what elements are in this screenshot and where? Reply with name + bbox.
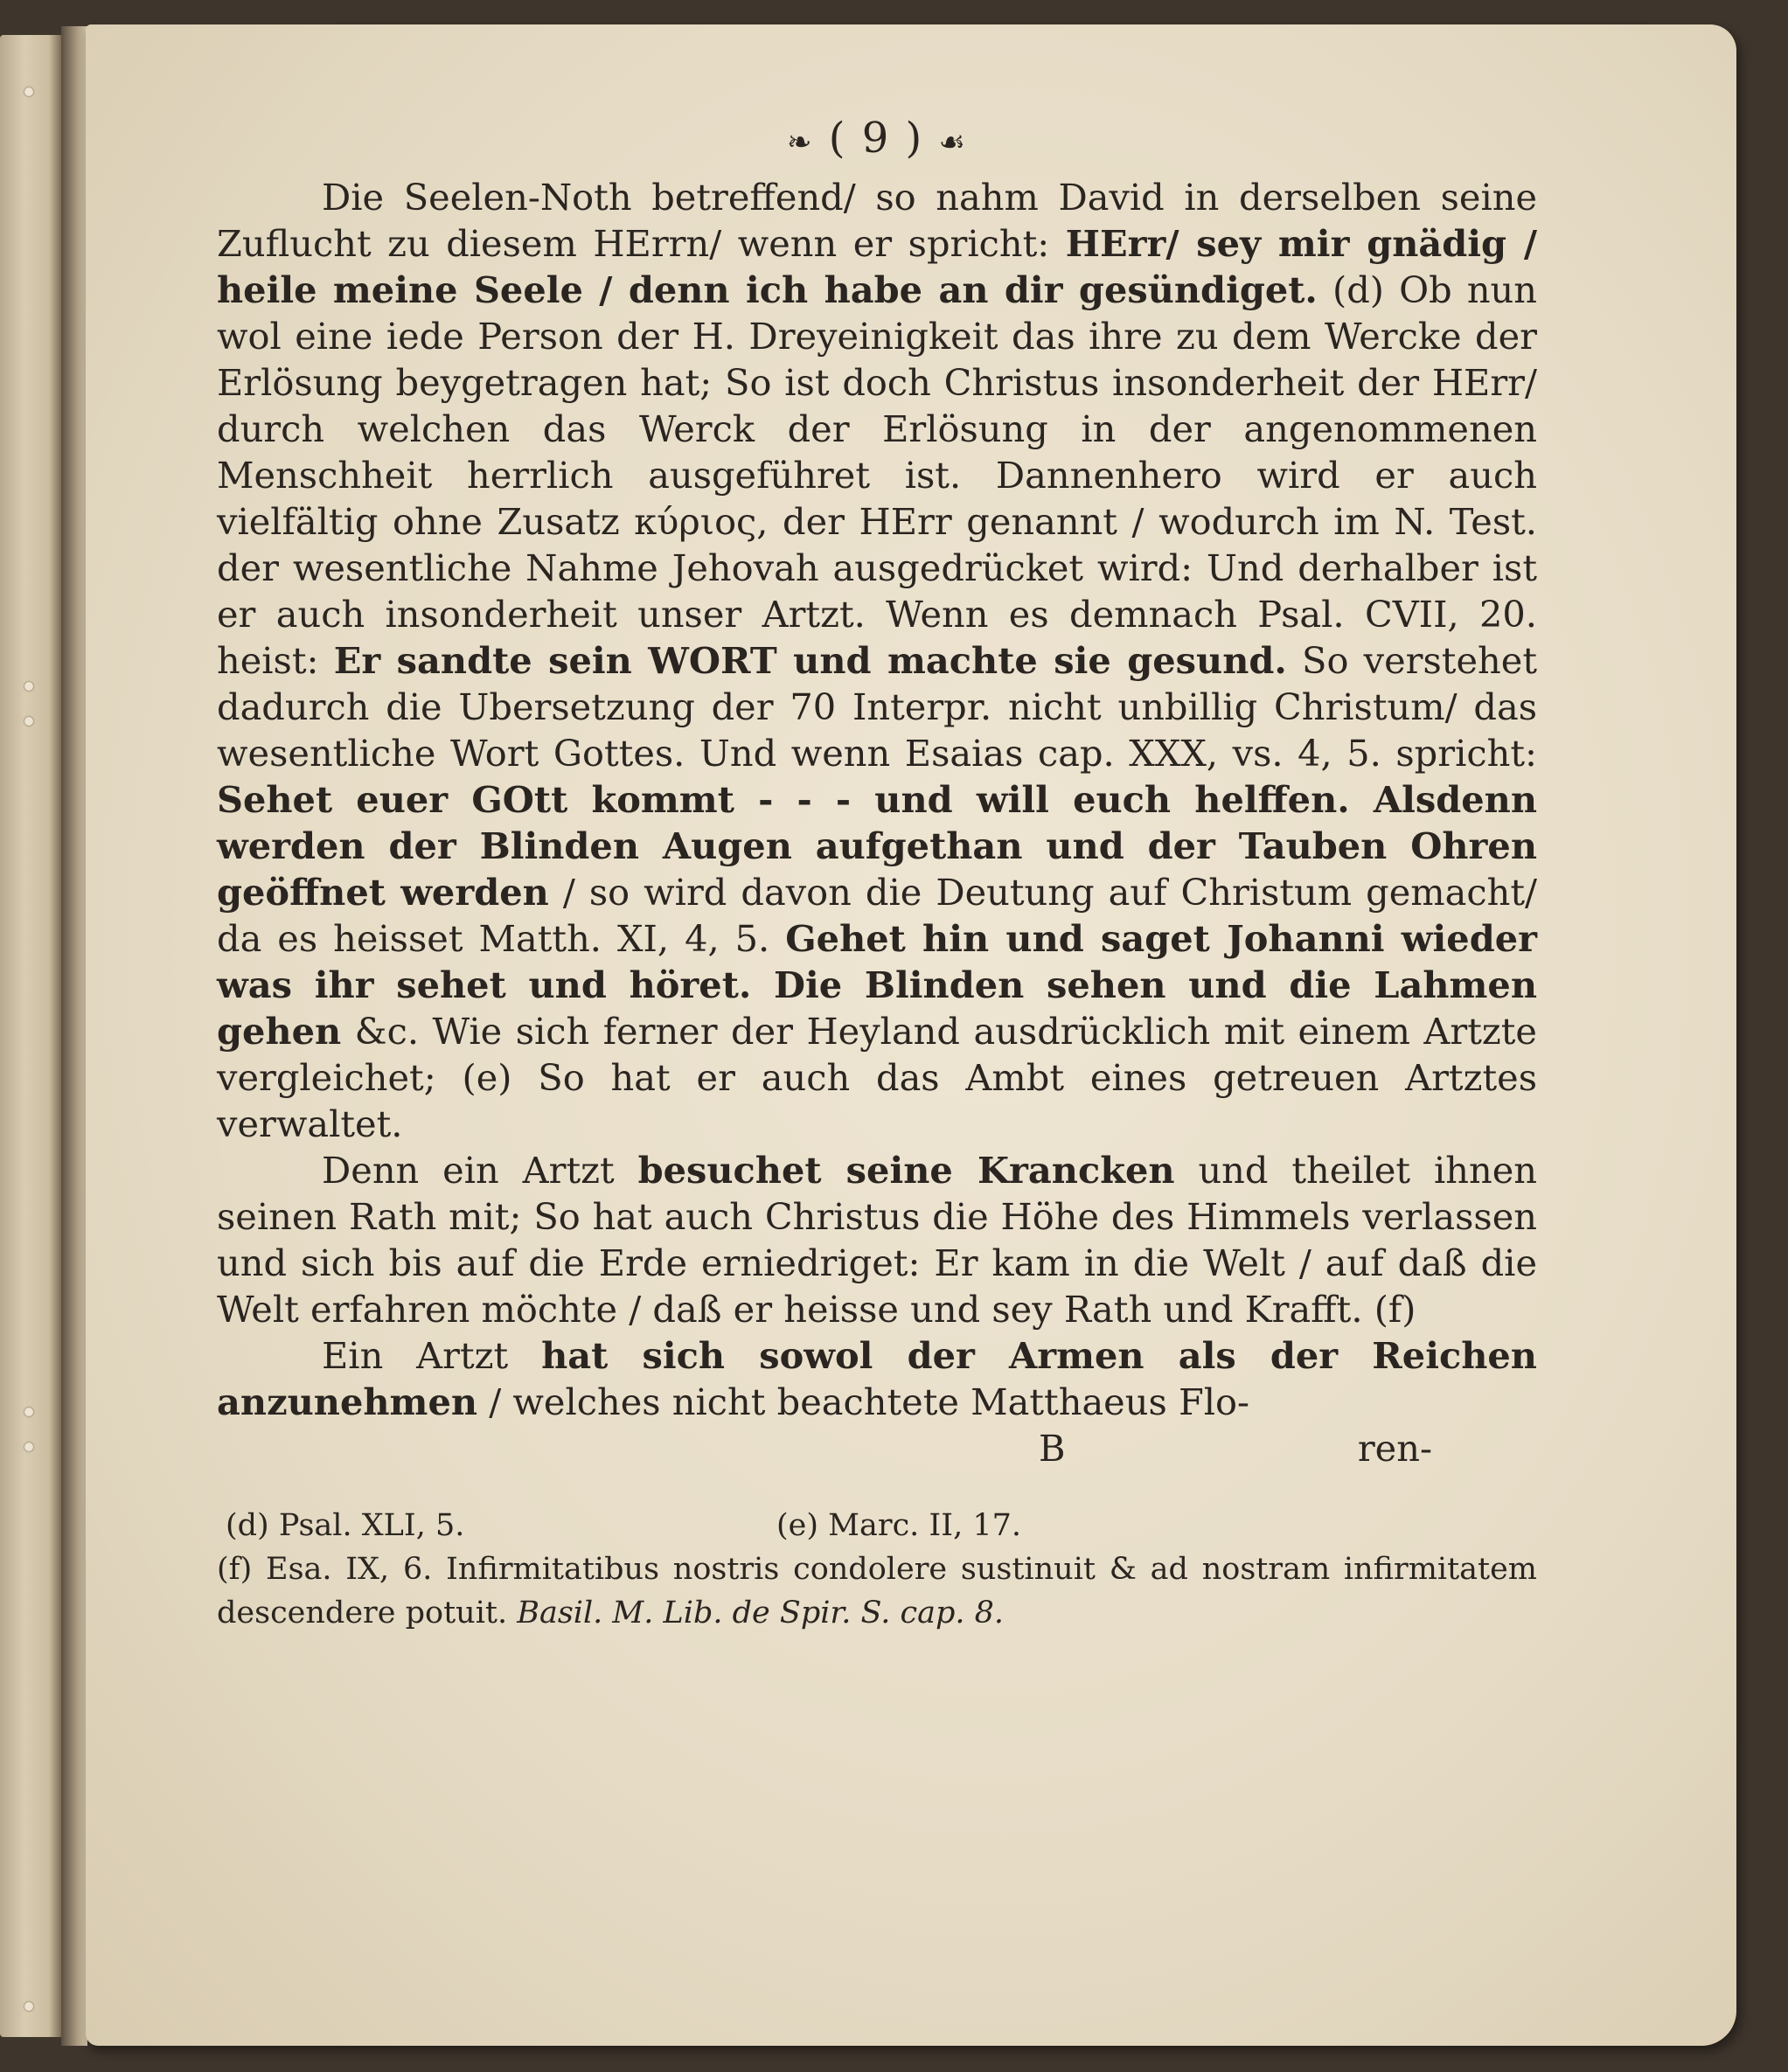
book-page (86, 24, 1736, 2046)
footnote-f-citation: Basil. M. Lib. de Spir. S. cap. 8. (517, 1596, 1005, 1630)
ornament-right-icon: ☙ (938, 125, 968, 160)
footnotes (217, 1504, 1537, 1635)
text-run: So verstehet dadurch die Ubersetzung der 70 Interpr. nicht unbillig Christum/ das wesentliche Wort Gottes. Und wenn Esaias cap. XXX, vs. 4, 5. spricht: (217, 639, 1537, 775)
emphasis-run: Gehet hin und saget Johanni wieder was ihr sehet und höret. Die Blinden sehen und die Lahmen gehen (217, 917, 1537, 1053)
footnote-e: (e) Marc. II, 17. (776, 1508, 1021, 1543)
binding-stitch (24, 1408, 33, 1416)
emphasis-run: besuchet seine Krancken (637, 1149, 1175, 1192)
signature-line (217, 1425, 1432, 1472)
text-run: (d) Ob nun wol eine iede Person der H. Dreyeinigkeit das ihre zu dem Wercke der Erlösung beygetragen hat; So ist doch Christus insonderheit der HErr/ durch welchen das Werck der Erlösung in der angenommenen Menschheit herrlich ausgeführet ist. Dannenhero wird er auch vielfältig ohne Zusatz κύριος, der HErr genannt / wodurch im N. Test. der wesentliche Nahme Jehovah ausgedrücket wird: Und derhalber ist er auch insonderheit unser Artzt. Wenn es demnach Psal. CVII, 20. heist: (217, 268, 1538, 682)
emphasis-run: Sehet euer GOtt kommt - - - und will euch helffen. Alsdenn werden der Blinden Augen aufgethan und der Tauben Ohren geöffnet werden (217, 778, 1537, 914)
binding-stitch (24, 2002, 33, 2011)
signature-mark: B (1039, 1427, 1066, 1470)
page-content (217, 112, 1537, 1635)
paragraph-3 (217, 1332, 1537, 1425)
paragraph-2 (217, 1147, 1537, 1332)
binding-stitch (24, 1443, 33, 1451)
text-run: und theilet ihnen seinen Rath mit; So hat auch Christus die Höhe des Himmels verlassen und sich bis auf die Erde erniedriget: Er kam in die Welt / auf daß die Welt erfahren möchte / daß er heisse und sey Rath und Krafft. (f) (217, 1149, 1538, 1331)
footnote-f (217, 1547, 1537, 1635)
emphasis-run: HErr/ sey mir gnädig / heile meine Seele / denn ich habe an dir gesündiget. (217, 222, 1537, 311)
page-number: ( 9 ) (828, 114, 924, 163)
left-page-edge (0, 35, 61, 2037)
body-text (217, 174, 1537, 1425)
text-run: / so wird davon die Deutung auf Christum gemacht/ da es heisset Matth. XI, 4, 5. (217, 871, 1537, 960)
paragraph-1 (217, 174, 1537, 1147)
text-run: &c. Wie sich ferner der Heyland ausdrücklich mit einem Artzte vergleichet; (e) So hat er auch das Ambt eines getreuen Artztes verwaltet. (217, 1010, 1537, 1145)
text-run: Ein Artzt (322, 1334, 542, 1377)
binding-stitch (24, 717, 33, 726)
text-run: / welches nicht beachtete Matthaeus Flo- (477, 1380, 1250, 1423)
binding-stitch (24, 682, 33, 691)
binding-stitch (24, 87, 33, 96)
catchword: ren- (1357, 1427, 1432, 1470)
text-run: Die Seelen-Noth betreffend/ so nahm David in derselben seine Zuflucht zu diesem HErrn/ wenn er spricht: (217, 176, 1537, 265)
footnote-d: (d) Psal. XLI, 5. (226, 1508, 465, 1543)
text-run: Denn ein Artzt (322, 1149, 638, 1192)
ornament-left-icon: ❧ (786, 125, 814, 160)
footnote-row (217, 1504, 1537, 1547)
footnote-f-text: (f) Esa. IX, 6. Infirmitatibus nostris condolere sustinuit & ad nostram infirmitatem descendere potuit. (217, 1552, 1537, 1630)
book-gutter (61, 26, 87, 2046)
emphasis-run: hat sich sowol der Armen als der Reichen anzunehmen (217, 1334, 1537, 1423)
page-header (217, 112, 1537, 169)
emphasis-run: Er sandte sein WORT und machte sie gesund. (333, 639, 1287, 682)
